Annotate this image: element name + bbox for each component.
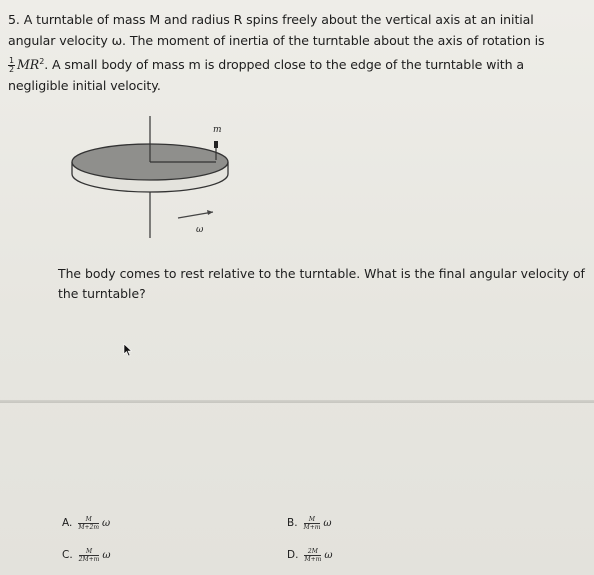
option-c-omega: ω	[102, 549, 111, 561]
followup-text	[58, 264, 588, 304]
question-line-1	[8, 9, 588, 30]
option-a-omega: ω	[102, 517, 111, 529]
omega-label: ω	[196, 225, 204, 235]
option-b-omega: ω	[323, 517, 332, 529]
option-a-fraction: $\frac{M}{M+2m}$	[78, 515, 100, 531]
option-d[interactable]	[287, 544, 332, 566]
question-line-4: negligible initial velocity.	[8, 78, 161, 94]
one-half-fraction: $\frac{1}{2}$	[9, 56, 14, 75]
option-d-letter: D.	[287, 549, 299, 561]
question-line-1-text: A turntable of mass M and radius R spins freely about the vertical axis at an initial	[23, 12, 534, 27]
option-b[interactable]	[287, 512, 332, 534]
option-a[interactable]	[62, 512, 110, 534]
option-c-letter: C.	[62, 549, 73, 561]
question-number: 5.	[8, 12, 20, 27]
mouse-pointer-icon	[123, 343, 133, 357]
option-b-fraction: $\frac{M}{M+m}$	[303, 515, 321, 531]
question-line-2: angular velocity ω. The moment of inertia of the turntable about the axis of rotation is	[8, 33, 545, 48]
inertia-expression: MR	[17, 57, 40, 73]
option-c[interactable]	[62, 544, 111, 566]
followup-line-1: The body comes to rest relative to the turntable. What is the final angular velocity of	[58, 266, 585, 281]
option-d-fraction: $\frac{2M}{M+m}$	[304, 547, 322, 563]
followup-line-2: the turntable?	[58, 286, 146, 301]
question-text	[8, 9, 588, 96]
option-b-letter: B.	[287, 517, 298, 529]
inertia-exponent: 2	[39, 57, 45, 66]
question-line-3-text: . A small body of mass m is dropped close to the edge of the turntable with a	[44, 57, 524, 73]
turntable-diagram	[68, 114, 238, 244]
section-divider	[0, 400, 594, 403]
option-d-omega: ω	[324, 549, 333, 561]
option-c-fraction: $\frac{M}{2M+m}$	[78, 547, 100, 563]
question-line-3	[8, 51, 588, 75]
option-a-letter: A.	[62, 517, 73, 529]
mass-label: m	[213, 125, 222, 135]
